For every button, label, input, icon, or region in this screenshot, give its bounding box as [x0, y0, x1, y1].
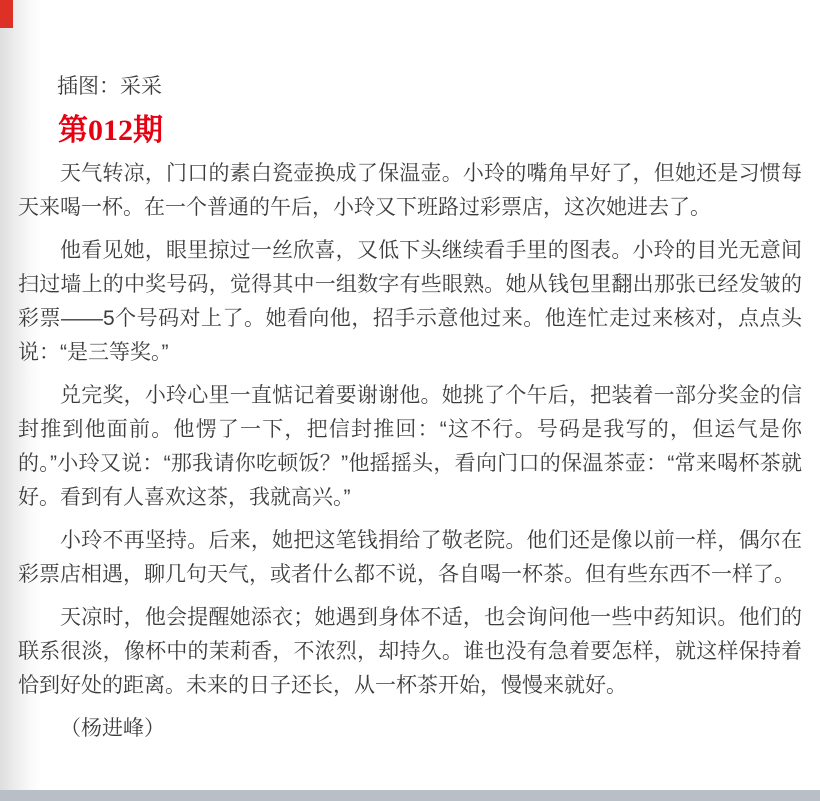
story-paragraph: 他看见她，眼里掠过一丝欣喜，又低下头继续看手里的图表。小玲的目光无意间扫过墙上的中奖号码，觉得其中一组数字有些眼熟。她从钱包里翻出那张已经发皱的彩票——5个号码对上了。她看向他，招手示意他过来。他连忙走过来核对，点点头说：“是三等奖。”: [18, 239, 802, 364]
article-page: [18, 72, 802, 746]
story-paragraph: 天气转凉，门口的素白瓷壶换成了保温壶。小玲的嘴角早好了，但她还是习惯每天来喝一杯。在一个普通的午后，小玲又下班路过彩票店，这次她进去了。: [18, 162, 802, 219]
story-body: [18, 157, 802, 703]
issue-title: 第012期: [58, 114, 163, 147]
story-paragraph: 天凉时，他会提醒她添衣；她遇到身体不适，也会询问他一些中药知识。他们的联系很淡，像杯中的茉莉香，不浓烈，却持久。谁也没有急着要怎样，就这样保持着恰到好处的距离。未来的日子还长，从一杯茶开始，慢慢来就好。: [18, 606, 802, 697]
illustration-credit: 插图：采采: [57, 75, 162, 98]
corner-red-mark: [0, 0, 13, 28]
story-paragraph: 兑完奖，小玲心里一直惦记着要谢谢他。她挑了个午后，把装着一部分奖金的信封推到他面前。他愣了一下，把信封推回：“这不行。号码是我写的，但运气是你的。”小玲又说：“那我请你吃顿饭？”他摇摇头，看向门口的保温茶壶：“常来喝杯茶就好。看到有人喜欢这茶，我就高兴。”: [18, 384, 802, 509]
bottom-bar: [0, 790, 820, 801]
author-byline: （杨进峰）: [60, 717, 165, 740]
story-paragraph: 小玲不再坚持。后来，她把这笔钱捐给了敬老院。他们还是像以前一样，偶尔在彩票店相遇，聊几句天气，或者什么都不说，各自喝一杯茶。但有些东西不一样了。: [18, 529, 802, 586]
